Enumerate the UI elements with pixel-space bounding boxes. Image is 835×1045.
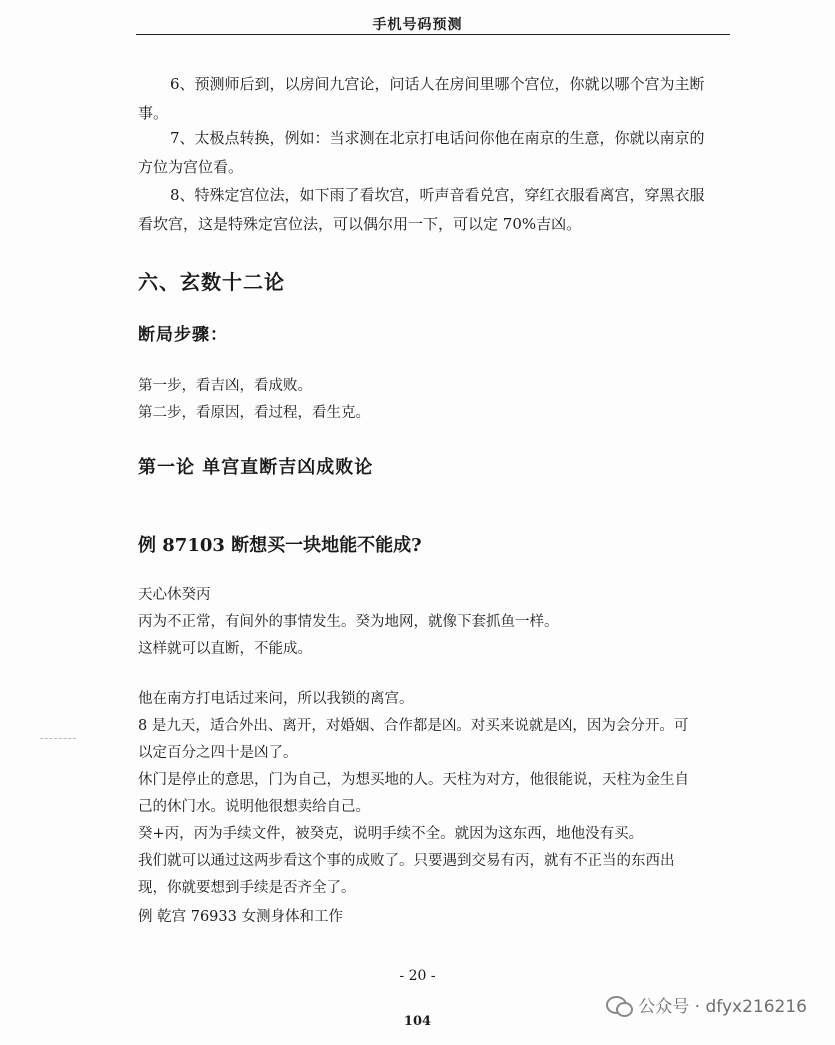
paragraph-6-line-1: 6、预测师后到，以房间九宫论，问话人在房间里哪个宫位，你就以哪个宫为主断 [170,75,705,93]
step-1: 第一步，看吉凶，看成败。 [138,378,312,394]
paragraph-6-line-2: 事。 [138,104,169,122]
example-line: 癸+丙，丙为手续文件，被癸克，说明手续不全。就因为这东西，地他没有买。 [138,826,644,842]
example-line: 8 是九天，适合外出、离开，对婚姻、合作都是凶。对买来说就是凶，因为会分开。可 [138,718,689,734]
example-line: 己的休门水。说明他很想卖给自己。 [138,799,370,815]
example-line: 丙为不正常，有间外的事情发生。癸为地网，就像下套抓鱼一样。 [138,614,559,630]
paragraph-8-line-1: 8、特殊定宫位法，如下雨了看坎宫，听声音看兑宫，穿红衣服看离宫，穿黑衣服 [170,186,705,204]
book-page-number: 104 [403,1014,432,1029]
paragraph-8-line-2: 看坎宫，这是特殊定宫位法，可以偶尔用一下，可以定 70%吉凶。 [138,215,582,233]
example-line: 他在南方打电话过来问，所以我锁的离宫。 [138,691,414,707]
header-rule [136,34,730,35]
example-line: 我们就可以通过这两步看这个事的成败了。只要遇到交易有丙，就有不正当的东西出 [138,853,675,869]
header-title: 手机号码预测 [372,17,463,33]
steps-heading: 断局步骤： [138,325,228,345]
section-title: 六、玄数十二论 [138,270,285,294]
example-line: 天心休癸丙 [138,587,211,603]
page-number: - 20 - [399,968,436,984]
lesson-title: 第一论 单宫直断吉凶成败论 [138,457,374,478]
example-line: 以定百分之四十是凶了。 [138,745,298,761]
watermark-text: 公众号 · dfyx216216 [638,997,807,1017]
paragraph-7-line-2: 方位为宫位看。 [138,158,244,176]
step-2: 第二步，看原因，看过程，看生克。 [138,405,370,421]
example-line: 例 乾宫 76933 女测身体和工作 [138,909,343,925]
example-line: 休门是停止的意思，门为自己，为想买地的人。天柱为对方，他很能说，天柱为金生自 [138,772,689,788]
wechat-icon [606,994,632,1016]
example-line: 现，你就要想到手续是否齐全了。 [138,880,356,896]
scan-mark [40,738,76,739]
paragraph-7-line-1: 7、太极点转换，例如：当求测在北京打电话问你他在南京的生意，你就以南京的 [170,129,705,147]
example-line: 这样就可以直断，不能成。 [138,641,312,657]
example-title: 例 87103 断想买一块地能不能成? [138,535,422,556]
